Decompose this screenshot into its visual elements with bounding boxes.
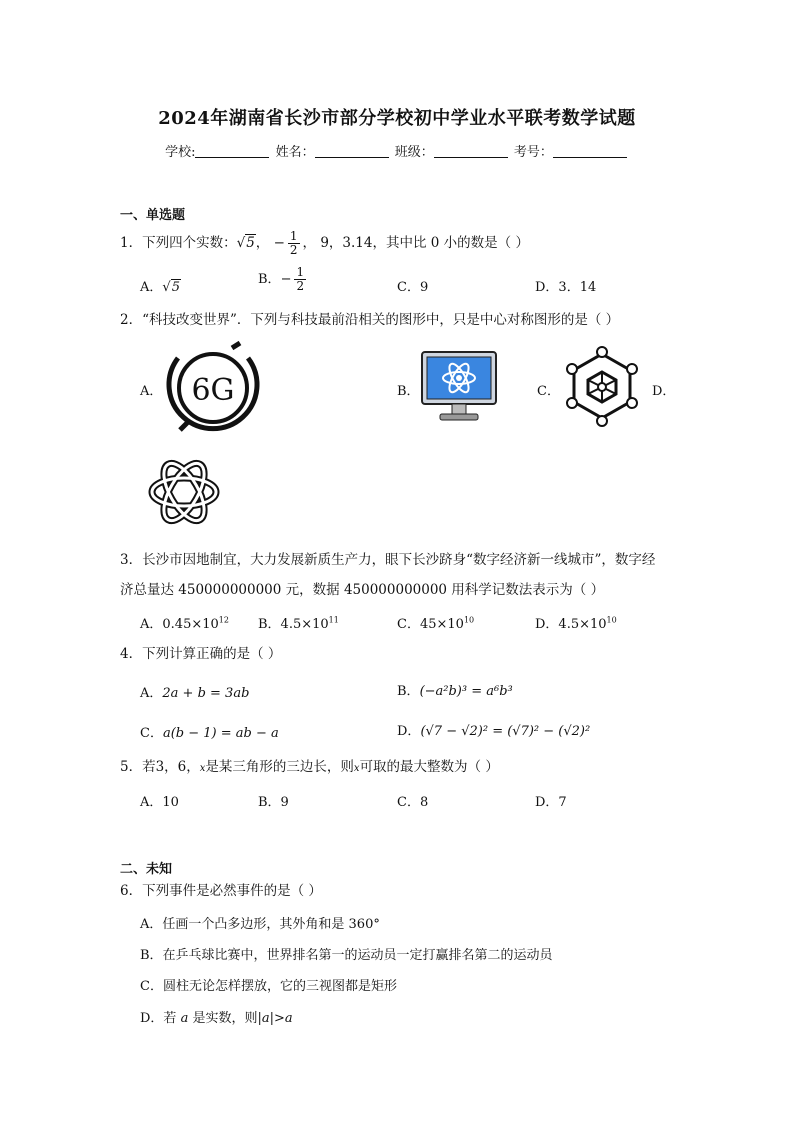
q1-b-neg: − bbox=[280, 272, 292, 287]
exam-title: 2024年湖南省长沙市部分学校初中学业水平联考数学试题 bbox=[158, 108, 636, 129]
class-label: 班级： bbox=[394, 145, 434, 160]
q4-a-expr: 2a + b = 3ab bbox=[162, 686, 250, 701]
q3-b-text: B．4.5×10 bbox=[258, 617, 329, 632]
q1-frac-den: 2 bbox=[289, 243, 298, 257]
q3-c-exp: 10 bbox=[463, 615, 475, 625]
q5-option-b[interactable]: B．9 bbox=[258, 795, 289, 810]
q4-c-label: C． bbox=[140, 726, 163, 741]
student-info-line bbox=[0, 141, 794, 160]
q1-option-a[interactable]: A．√5 bbox=[140, 280, 180, 295]
q2-a-label: A． bbox=[140, 384, 163, 399]
q1-b-label: B． bbox=[258, 272, 281, 287]
question-3-line-1: 3．长沙市因地制宜，大力发展新质生产力，眼下长沙跻身“数字经济新一线城市”，数字经 bbox=[120, 552, 656, 568]
q1-a-label: A． bbox=[140, 280, 163, 295]
q5-stem-c: 可取的最大整数为（ ） bbox=[359, 759, 499, 775]
q1-option-c[interactable]: C．9 bbox=[397, 280, 429, 295]
q4-b-label: B． bbox=[397, 684, 420, 699]
q1-b-den: 2 bbox=[296, 279, 305, 293]
question-6: 6．下列事件是必然事件的是（ ） bbox=[120, 883, 322, 899]
q1-separator: ， bbox=[255, 235, 270, 251]
q5-option-c[interactable]: C．8 bbox=[397, 795, 429, 810]
q4-option-d[interactable] bbox=[397, 720, 590, 739]
q4-d-expr: (√7 − √2)² = (√7)² − (√2)² bbox=[420, 724, 591, 739]
q6-d-middle: 是实数，则 bbox=[188, 1011, 258, 1026]
question-5 bbox=[120, 756, 499, 780]
q1-b-num: 1 bbox=[296, 265, 305, 279]
q3-b-exp: 11 bbox=[328, 615, 339, 625]
q6-option-a[interactable]: A．任画一个凸多边形，其外角和是 360° bbox=[140, 917, 380, 932]
q1-fraction bbox=[288, 230, 300, 257]
class-field[interactable] bbox=[434, 144, 508, 158]
q4-c-expr: a(b − 1) = ab − a bbox=[162, 726, 279, 741]
q1-stem-start: 1．下列四个实数： bbox=[120, 235, 237, 251]
school-field[interactable] bbox=[195, 144, 269, 158]
q2-d-label: D． bbox=[652, 384, 676, 399]
q5-stem-b: 是某三角形的三边长，则 bbox=[205, 759, 354, 775]
q6-option-c[interactable]: C．圆柱无论怎样摆放，它的三视图都是矩形 bbox=[140, 979, 397, 994]
q2-option-a-6g-logo-icon[interactable] bbox=[158, 340, 268, 435]
q4-d-label: D． bbox=[397, 724, 421, 739]
question-1: 1．下列四个实数：√5， − $\frac{1}{2}$ ， 9，3.14，其中比 0 小的数是（ ） bbox=[120, 229, 529, 257]
q5-option-d[interactable]: D．7 bbox=[535, 795, 567, 810]
school-label: 学校: bbox=[165, 145, 196, 160]
q1-a-value: 5 bbox=[171, 280, 180, 295]
question-4: 4．下列计算正确的是（ ） bbox=[120, 646, 282, 662]
q2-option-b-monitor-atom-icon[interactable] bbox=[420, 350, 498, 424]
q4-option-a[interactable] bbox=[140, 682, 249, 701]
q4-a-label: A． bbox=[140, 686, 163, 701]
q3-a-text: A．0.45×10 bbox=[140, 617, 219, 632]
q5-var-x-2: x bbox=[353, 763, 360, 774]
q3-option-c[interactable] bbox=[397, 613, 474, 632]
q1-frac-num: 1 bbox=[289, 229, 298, 243]
section-heading-single-choice: 一、单选题 bbox=[120, 208, 186, 223]
q6-d-var-a: a bbox=[180, 1011, 189, 1026]
q1-stem-end: ， 9，3.14，其中比 0 小的数是（ ） bbox=[302, 235, 529, 251]
q5-stem-a: 5．若3，6， bbox=[120, 759, 200, 775]
q6-d-prefix: D．若 bbox=[140, 1011, 181, 1026]
exam-no-label: 考号： bbox=[513, 145, 553, 160]
q5-option-a[interactable]: A．10 bbox=[140, 795, 179, 810]
name-field[interactable] bbox=[315, 144, 389, 158]
name-label: 姓名： bbox=[275, 145, 315, 160]
q4-b-expr: (−a²b)³ = a⁶b³ bbox=[419, 684, 513, 699]
q2-b-label: B． bbox=[397, 384, 420, 399]
q3-d-exp: 10 bbox=[606, 615, 617, 625]
q6-option-d[interactable] bbox=[140, 1007, 293, 1026]
q3-a-exp: 12 bbox=[218, 615, 229, 625]
q1-neg-sign: − bbox=[273, 235, 285, 251]
q2-option-d-knot-logo-icon[interactable] bbox=[142, 452, 226, 532]
q3-option-b[interactable] bbox=[258, 613, 339, 632]
q1-sqrt5: 5 bbox=[246, 235, 255, 251]
q2-c-label: C． bbox=[537, 384, 560, 399]
q3-c-text: C．45×10 bbox=[397, 617, 464, 632]
q2-6g-text: 6G bbox=[191, 373, 235, 408]
q5-var-x-1: x bbox=[199, 763, 206, 774]
q1-option-b[interactable] bbox=[258, 266, 309, 293]
section-heading-unknown: 二、未知 bbox=[120, 862, 173, 877]
q3-option-a[interactable] bbox=[140, 613, 229, 632]
q4-option-b[interactable] bbox=[397, 680, 513, 699]
q1-b-fraction bbox=[294, 266, 306, 293]
question-2: 2．“科技改变世界”．下列与科技最前沿相关的图形中，只是中心对称图形的是（ ） bbox=[120, 312, 620, 328]
exam-no-field[interactable] bbox=[553, 144, 627, 158]
question-3-line-2: 济总量达 450000000000 元，数据 450000000000 用科学记数法表示为（ ） bbox=[120, 582, 605, 598]
q3-option-d[interactable] bbox=[535, 613, 617, 632]
q4-option-c[interactable] bbox=[140, 722, 279, 741]
q6-option-b[interactable]: B．在乒乓球比赛中，世界排名第一的运动员一定打赢排名第二的运动员 bbox=[140, 948, 553, 963]
q3-d-text: D．4.5×10 bbox=[535, 617, 607, 632]
q2-option-c-molecule-icon[interactable] bbox=[562, 344, 642, 430]
q6-d-expr: |a|>a bbox=[257, 1011, 293, 1026]
q1-option-d[interactable]: D．3．14 bbox=[535, 280, 597, 295]
